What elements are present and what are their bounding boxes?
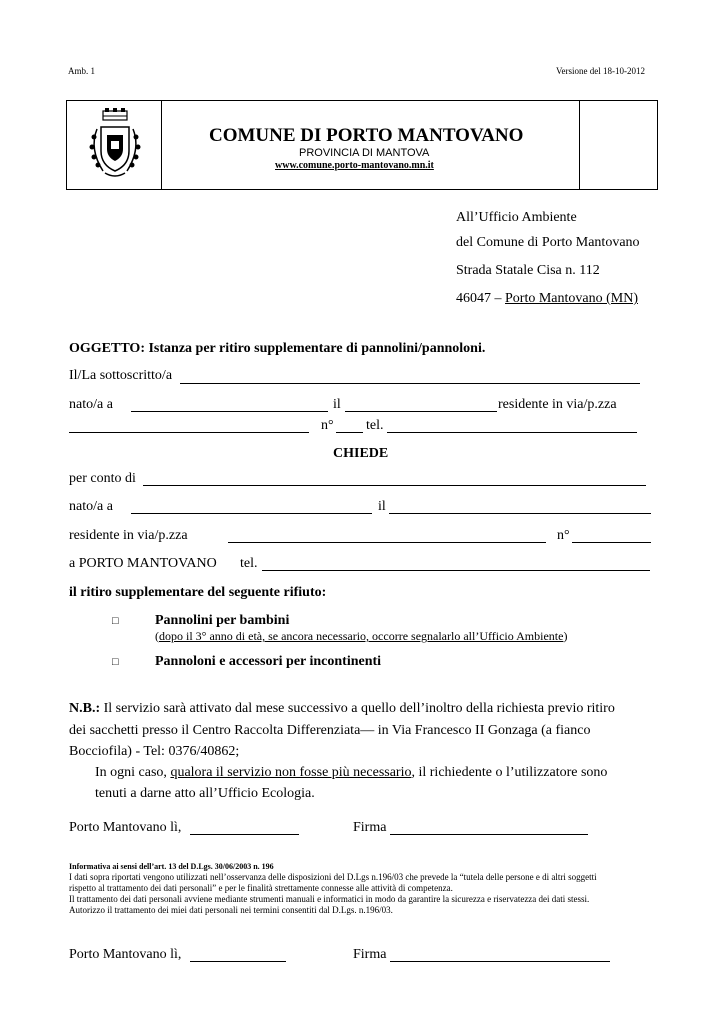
province-name: PROVINCIA DI MANTOVA [299, 147, 430, 159]
applicant-birthplace-label: nato/a a [69, 397, 113, 412]
beneficiary-birthplace-label: nato/a a [69, 499, 113, 514]
beneficiary-number-label: n° [557, 528, 570, 543]
option-diapers-note-open: ( [155, 629, 159, 643]
nb-text-1: Il servizio sarà attivato dal mese successivo a quello dell’inoltro della richiesta previo ritiro [100, 701, 615, 716]
municipality-name: COMUNE DI PORTO MANTOVANO [209, 125, 524, 146]
header-divider-right [579, 101, 580, 189]
signature1-signature-field[interactable] [390, 834, 588, 835]
document-reference: Amb. 1 [68, 66, 95, 76]
signature2-signature-field[interactable] [390, 961, 610, 962]
version-date: Versione del 18-10-2012 [556, 66, 645, 76]
option-diapers-checkbox[interactable]: □ [112, 615, 119, 627]
municipal-coat-of-arms-icon [83, 105, 147, 185]
nb-line-1 [69, 701, 615, 717]
recipient-street: Strada Statale Cisa n. 112 [456, 263, 600, 278]
request-heading-chiede: CHIEDE [333, 446, 389, 461]
applicant-phone-field[interactable] [387, 432, 637, 433]
option-diapers-note-line [155, 629, 567, 644]
nb-line-4-underlined: qualora il servizio non fosse più necessario [170, 765, 412, 780]
privacy-line-1: I dati sopra riportati vengono utilizzati nell’osservanza delle disposizioni del D.Lgs n.196/03 che prevede la “tutela delle persone e di altri soggetti [69, 872, 597, 882]
applicant-number-label: n° [321, 418, 334, 433]
beneficiary-phone-field[interactable] [262, 570, 650, 571]
recipient-city: Porto Mantovano (MN) [505, 291, 638, 306]
option-incontinence-label: Pannoloni e accessori per incontinenti [155, 654, 382, 669]
nb-label: N.B.: [69, 701, 101, 716]
applicant-birthplace-field[interactable] [131, 411, 328, 412]
privacy-line-4: Autorizzo il trattamento dei miei dati personali nei termini consentiti dal D.Lgs. n.196/03. [69, 905, 393, 915]
beneficiary-birthdate-label: il [378, 499, 386, 514]
option-diapers-note-close: ) [563, 629, 568, 643]
website-link[interactable]: www.comune.porto-mantovano.mn.it [275, 160, 434, 171]
nb-line-4-suffix: , il richiedente o l’utilizzatore sono [411, 765, 608, 780]
signature2-firma-label: Firma [353, 947, 387, 962]
waste-type-heading: il ritiro supplementare del seguente rifiuto: [69, 585, 327, 600]
recipient-office: All’Ufficio Ambiente [456, 210, 577, 225]
beneficiary-address-label: residente in via/p.zza [69, 528, 188, 543]
subject-line: OGGETTO: Istanza per ritiro supplementare di pannolini/pannoloni. [69, 341, 486, 356]
privacy-line-3: Il trattamento dei dati personali avviene mediante strumenti manuali e informatici in modo da garantire la sicurezza e riservatezza dei dati stessi. [69, 894, 590, 904]
option-diapers-label: Pannolini per bambini [155, 613, 290, 628]
applicant-birthdate-label: il [333, 397, 341, 412]
nb-line-4 [95, 765, 607, 781]
signature1-place-label: Porto Mantovano lì, [69, 820, 182, 835]
recipient-postcode: 46047 – [456, 291, 502, 306]
signature1-firma-label: Firma [353, 820, 387, 835]
privacy-line-2: rispetto al trattamento dei dati personali” e per le finalità strettamente connesse alle attività di competenza. [69, 883, 453, 893]
applicant-address-field[interactable] [69, 432, 309, 433]
beneficiary-name-label: per conto di [69, 471, 136, 486]
nb-line-5: tenuti a darne atto all’Ufficio Ecologia. [95, 786, 315, 801]
municipality-header [66, 100, 658, 190]
signature1-date-field[interactable] [190, 834, 299, 835]
beneficiary-city-label: a PORTO MANTOVANO [69, 556, 217, 571]
recipient-city-line [456, 291, 638, 307]
option-diapers-note: dopo il 3° anno di età, se ancora necessario, occorre segnalarlo all’Ufficio Ambiente [159, 629, 564, 643]
applicant-number-field[interactable] [336, 432, 363, 433]
beneficiary-birthplace-field[interactable] [131, 513, 372, 514]
header-divider-left [161, 101, 162, 189]
applicant-phone-label: tel. [366, 418, 384, 433]
beneficiary-birthdate-field[interactable] [389, 513, 651, 514]
recipient-municipality: del Comune di Porto Mantovano [456, 235, 640, 250]
nb-line-2: dei sacchetti presso il Centro Raccolta Differenziata— in Via Francesco II Gonzaga (a fianco [69, 723, 591, 738]
beneficiary-number-field[interactable] [572, 542, 651, 543]
applicant-birthdate-field[interactable] [345, 411, 497, 412]
option-incontinence-checkbox[interactable]: □ [112, 656, 119, 668]
applicant-name-field[interactable] [180, 383, 640, 384]
nb-line-3: Bocciofila) - Tel: 0376/40862; [69, 744, 240, 759]
beneficiary-phone-label: tel. [240, 556, 258, 571]
privacy-title: Informativa ai sensi dell’art. 13 del D.Lgs. 30/06/2003 n. 196 [69, 862, 274, 871]
nb-line-4-prefix: In ogni caso, [95, 765, 171, 780]
beneficiary-name-field[interactable] [143, 485, 646, 486]
applicant-name-label: Il/La sottoscritto/a [69, 368, 173, 383]
beneficiary-address-field[interactable] [228, 542, 546, 543]
applicant-address-label: residente in via/p.zza [498, 397, 617, 412]
signature2-date-field[interactable] [190, 961, 286, 962]
signature2-place-label: Porto Mantovano lì, [69, 947, 182, 962]
